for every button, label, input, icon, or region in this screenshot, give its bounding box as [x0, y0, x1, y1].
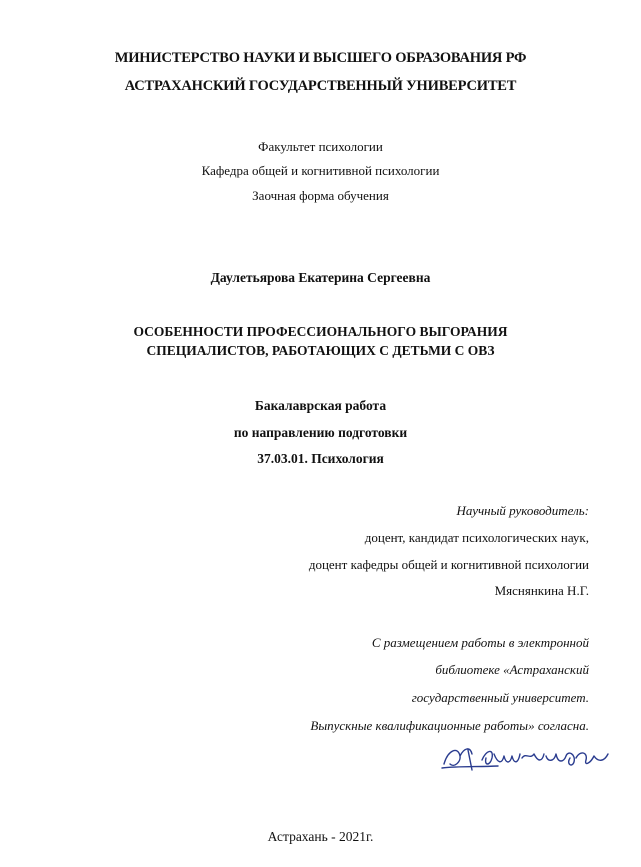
consent-line-3: государственный университет.: [411, 690, 589, 705]
department-name: Кафедра общей и когнитивной психологии: [201, 163, 440, 178]
consent-line-1: С размещением работы в электронной: [371, 635, 589, 650]
supervisor-name: Мяснянкина Н.Г.: [494, 583, 589, 598]
supervisor-degree: доцент, кандидат психологических наук,: [364, 530, 589, 545]
ministry-heading: МИНИСТЕРСТВО НАУКИ И ВЫСШЕГО ОБРАЗОВАНИЯ РФ: [114, 50, 527, 66]
handwritten-signature: [438, 740, 618, 778]
supervisor-label: Научный руководитель:: [456, 503, 589, 518]
city-year: Астрахань - 2021г.: [267, 829, 374, 844]
thesis-title-line-1: ОСОБЕННОСТИ ПРОФЕССИОНАЛЬНОГО ВЫГОРАНИЯ: [133, 324, 508, 339]
faculty-name: Факультет психологии: [258, 139, 383, 154]
work-type: Бакалаврская работа: [254, 398, 387, 413]
supervisor-position: доцент кафедры общей и когнитивной психологии: [308, 557, 589, 572]
university-heading: АСТРАХАНСКИЙ ГОСУДАРСТВЕННЫЙ УНИВЕРСИТЕТ: [124, 78, 517, 94]
consent-line-2: библиотеке «Астраханский: [435, 662, 589, 677]
study-form: Заочная форма обучения: [252, 188, 389, 203]
work-code: 37.03.01. Психология: [257, 451, 384, 466]
author-name: Даулетьярова Екатерина Сергеевна: [210, 270, 431, 285]
work-direction: по направлению подготовки: [233, 425, 408, 440]
consent-line-4: Выпускные квалификационные работы» согласна.: [310, 718, 589, 733]
thesis-title-line-2: СПЕЦИАЛИСТОВ, РАБОТАЮЩИХ С ДЕТЬМИ С ОВЗ: [146, 343, 495, 358]
